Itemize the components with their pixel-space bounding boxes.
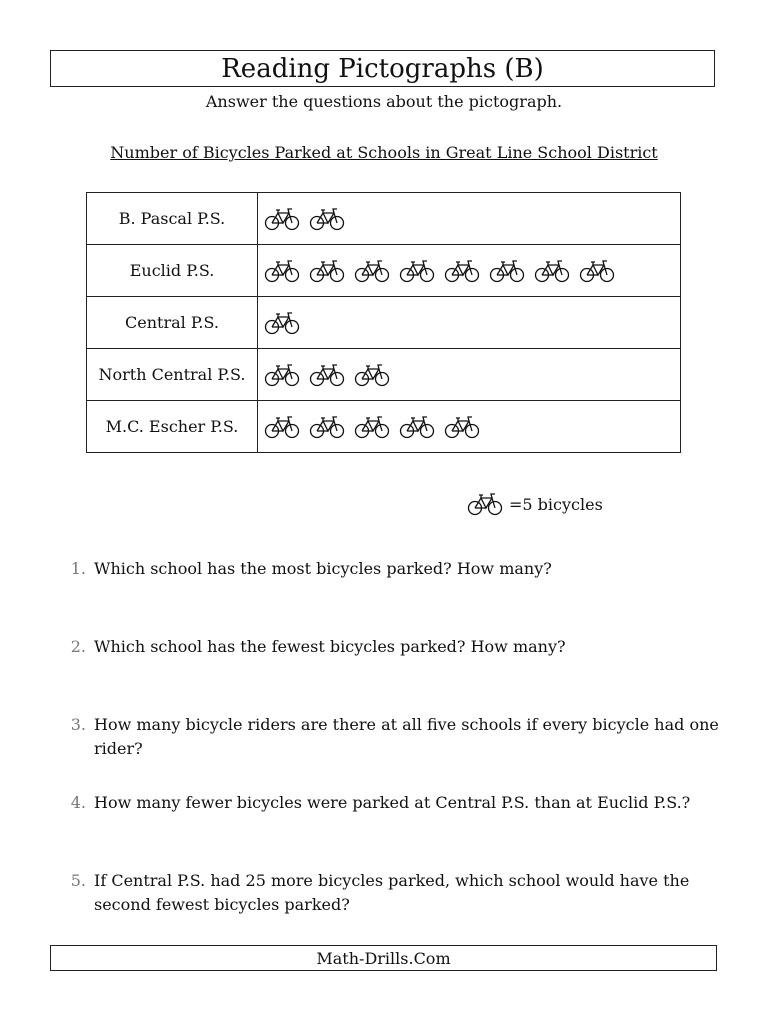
question-text: Which school has the fewest bicycles parked? How many?: [94, 637, 566, 656]
bicycle-icon: [444, 415, 480, 439]
bicycle-icon: [354, 363, 390, 387]
pictograph-row: [87, 349, 681, 401]
key-label: =5 bicycles: [509, 494, 603, 514]
bicycle-icon: [309, 207, 345, 231]
bicycle-icon: [399, 259, 435, 283]
question-1: [60, 557, 720, 581]
pictograph-key: [467, 491, 603, 517]
bicycle-icon: [399, 415, 435, 439]
pictograph-row: [87, 401, 681, 453]
bicycle-icon: [354, 259, 390, 283]
bicycle-icons: [258, 349, 681, 401]
pictograph-row: [87, 297, 681, 349]
question-4: [60, 791, 720, 815]
school-name: North Central P.S.: [87, 349, 258, 401]
pictograph-row: [87, 245, 681, 297]
question-2: [60, 635, 720, 659]
question-text: How many fewer bicycles were parked at Central P.S. than at Euclid P.S.?: [94, 793, 691, 812]
bicycle-icon: [309, 415, 345, 439]
pictograph-row: [87, 193, 681, 245]
instructions: Answer the questions about the pictograph.: [205, 92, 563, 111]
question-number: 5.: [70, 871, 86, 890]
question-number: 2.: [70, 637, 86, 656]
bicycle-icon: [264, 311, 300, 335]
bicycle-icon: [467, 492, 503, 516]
question-text: If Central P.S. had 25 more bicycles parked, which school would have the second fewest bicycles parked?: [94, 871, 690, 914]
worksheet-title: Reading Pictographs (B): [50, 50, 715, 87]
bicycle-icon: [264, 415, 300, 439]
question-5: [60, 869, 720, 917]
question-number: 4.: [70, 793, 86, 812]
question-3: [60, 713, 720, 761]
question-text: How many bicycle riders are there at all five schools if every bicycle had one rider?: [94, 715, 719, 758]
bicycle-icons: [258, 245, 681, 297]
bicycle-icon: [534, 259, 570, 283]
question-number: 1.: [70, 559, 86, 578]
question-text: Which school has the most bicycles parked? How many?: [94, 559, 552, 578]
school-name: Euclid P.S.: [87, 245, 258, 297]
bicycle-icon: [309, 363, 345, 387]
school-name: Central P.S.: [87, 297, 258, 349]
bicycle-icon: [264, 207, 300, 231]
bicycle-icon: [579, 259, 615, 283]
footer-brand: Math-Drills.Com: [50, 945, 717, 971]
bicycle-icon: [354, 415, 390, 439]
bicycle-icons: [258, 401, 681, 453]
bicycle-icon: [444, 259, 480, 283]
bicycle-icon: [309, 259, 345, 283]
school-name: M.C. Escher P.S.: [87, 401, 258, 453]
bicycle-icon: [264, 363, 300, 387]
pictograph-table: [86, 192, 681, 453]
bicycle-icon: [489, 259, 525, 283]
school-name: B. Pascal P.S.: [87, 193, 258, 245]
pictograph-title: Number of Bicycles Parked at Schools in Great Line School District: [110, 143, 658, 162]
question-number: 3.: [70, 715, 86, 734]
bicycle-icon: [264, 259, 300, 283]
bicycle-icons: [258, 297, 681, 349]
bicycle-icons: [258, 193, 681, 245]
